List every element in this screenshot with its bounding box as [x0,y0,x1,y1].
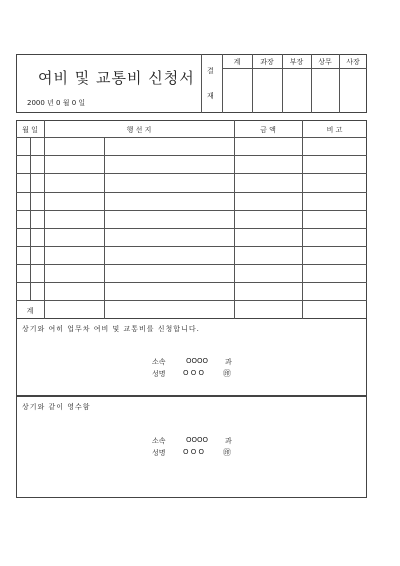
approval-col-4: 상무 [318,58,332,66]
row-cell-amount[interactable] [234,228,302,246]
approval-label-top: 결 [207,67,214,75]
row-cell-place2[interactable] [104,210,234,228]
row-cell-remarks[interactable] [302,137,367,155]
receipt-dept-value[interactable]: OOOO [186,436,209,444]
row-cell-place2[interactable] [104,173,234,191]
col-header-route: 행 선 지 [126,126,152,134]
row-cell-day[interactable] [30,137,44,155]
row-cell-place2[interactable] [104,192,234,210]
row-cell-amount[interactable] [234,155,302,173]
row-cell-place1[interactable] [44,282,104,300]
date-line: 2000 년 0 월 0 일 [27,99,86,107]
row-cell-remarks[interactable] [302,264,367,282]
receipt-name-label: 성명 [152,449,166,457]
receipt-name-value[interactable]: O O O [183,448,204,456]
row-cell-day[interactable] [30,173,44,191]
approval-col-3: 부장 [289,58,304,66]
row-cell-place2[interactable] [104,228,234,246]
row-cell-place2[interactable] [104,137,234,155]
request-seal: ㊞ [223,369,231,378]
row-cell-amount[interactable] [234,246,302,264]
col-header-amount: 금 액 [260,126,276,134]
row-cell-amount[interactable] [234,192,302,210]
row-cell-day[interactable] [30,246,44,264]
row-cell-day[interactable] [30,228,44,246]
row-cell-month[interactable] [16,137,30,155]
form-title: 여비 및 교통비 신청서 [38,69,195,87]
row-cell-month[interactable] [16,264,30,282]
row-cell-month[interactable] [16,210,30,228]
request-name-label: 성명 [152,370,166,378]
approval-sign-cell-3[interactable] [282,68,311,113]
row-cell-place2[interactable] [104,282,234,300]
row-cell-remarks[interactable] [302,192,367,210]
approval-col-1: 계 [233,58,241,66]
request-dept-label: 소속 [152,358,166,366]
receipt-dept-label: 소속 [152,437,166,445]
total-label: 계 [26,307,34,315]
row-cell-place2[interactable] [104,155,234,173]
row-cell-day[interactable] [30,210,44,228]
row-cell-place1[interactable] [44,264,104,282]
receipt-dept-suffix: 과 [225,437,232,445]
row-cell-amount[interactable] [234,210,302,228]
approval-sign-cell-2[interactable] [252,68,282,113]
row-cell-day[interactable] [30,264,44,282]
row-cell-amount[interactable] [234,264,302,282]
row-cell-remarks[interactable] [302,173,367,191]
row-cell-amount[interactable] [234,173,302,191]
row-cell-amount[interactable] [234,137,302,155]
row-cell-day[interactable] [30,192,44,210]
approval-label-bottom: 재 [207,92,214,100]
row-cell-place2[interactable] [104,246,234,264]
row-cell-remarks[interactable] [302,228,367,246]
row-cell-month[interactable] [16,246,30,264]
approval-sign-cell-5[interactable] [339,68,367,113]
col-header-month-day: 월 일 [22,126,38,134]
row-cell-place1[interactable] [44,155,104,173]
row-cell-month[interactable] [16,192,30,210]
table-row-line [16,300,367,301]
approval-col-5: 사장 [346,58,360,66]
row-cell-remarks[interactable] [302,155,367,173]
row-cell-remarks[interactable] [302,282,367,300]
row-cell-place1[interactable] [44,192,104,210]
row-cell-month[interactable] [16,228,30,246]
row-cell-place1[interactable] [44,228,104,246]
row-cell-month[interactable] [16,155,30,173]
request-name-value[interactable]: O O O [183,369,204,377]
row-cell-place1[interactable] [44,210,104,228]
header-divider [201,54,202,113]
receipt-seal: ㊞ [223,448,231,457]
total-amount-cell[interactable] [234,300,302,319]
approval-sign-cell-4[interactable] [311,68,339,113]
row-cell-place2[interactable] [104,264,234,282]
row-cell-month[interactable] [16,282,30,300]
approval-sign-cell-1[interactable] [222,68,252,113]
row-cell-amount[interactable] [234,282,302,300]
approval-col-2: 과장 [260,58,274,66]
request-dept-suffix: 과 [225,358,232,366]
row-cell-place1[interactable] [44,173,104,191]
receipt-statement: 상기와 같이 영수함 [22,403,91,411]
row-cell-place1[interactable] [44,246,104,264]
row-cell-day[interactable] [30,282,44,300]
request-dept-value[interactable]: OOOO [186,357,209,365]
row-cell-month[interactable] [16,173,30,191]
request-statement: 상기와 여히 업무차 여비 및 교통비를 신청합니다. [22,325,200,333]
col-header-remarks: 비 고 [326,126,343,134]
row-cell-place1[interactable] [44,137,104,155]
row-cell-day[interactable] [30,155,44,173]
row-cell-remarks[interactable] [302,246,367,264]
row-cell-remarks[interactable] [302,210,367,228]
